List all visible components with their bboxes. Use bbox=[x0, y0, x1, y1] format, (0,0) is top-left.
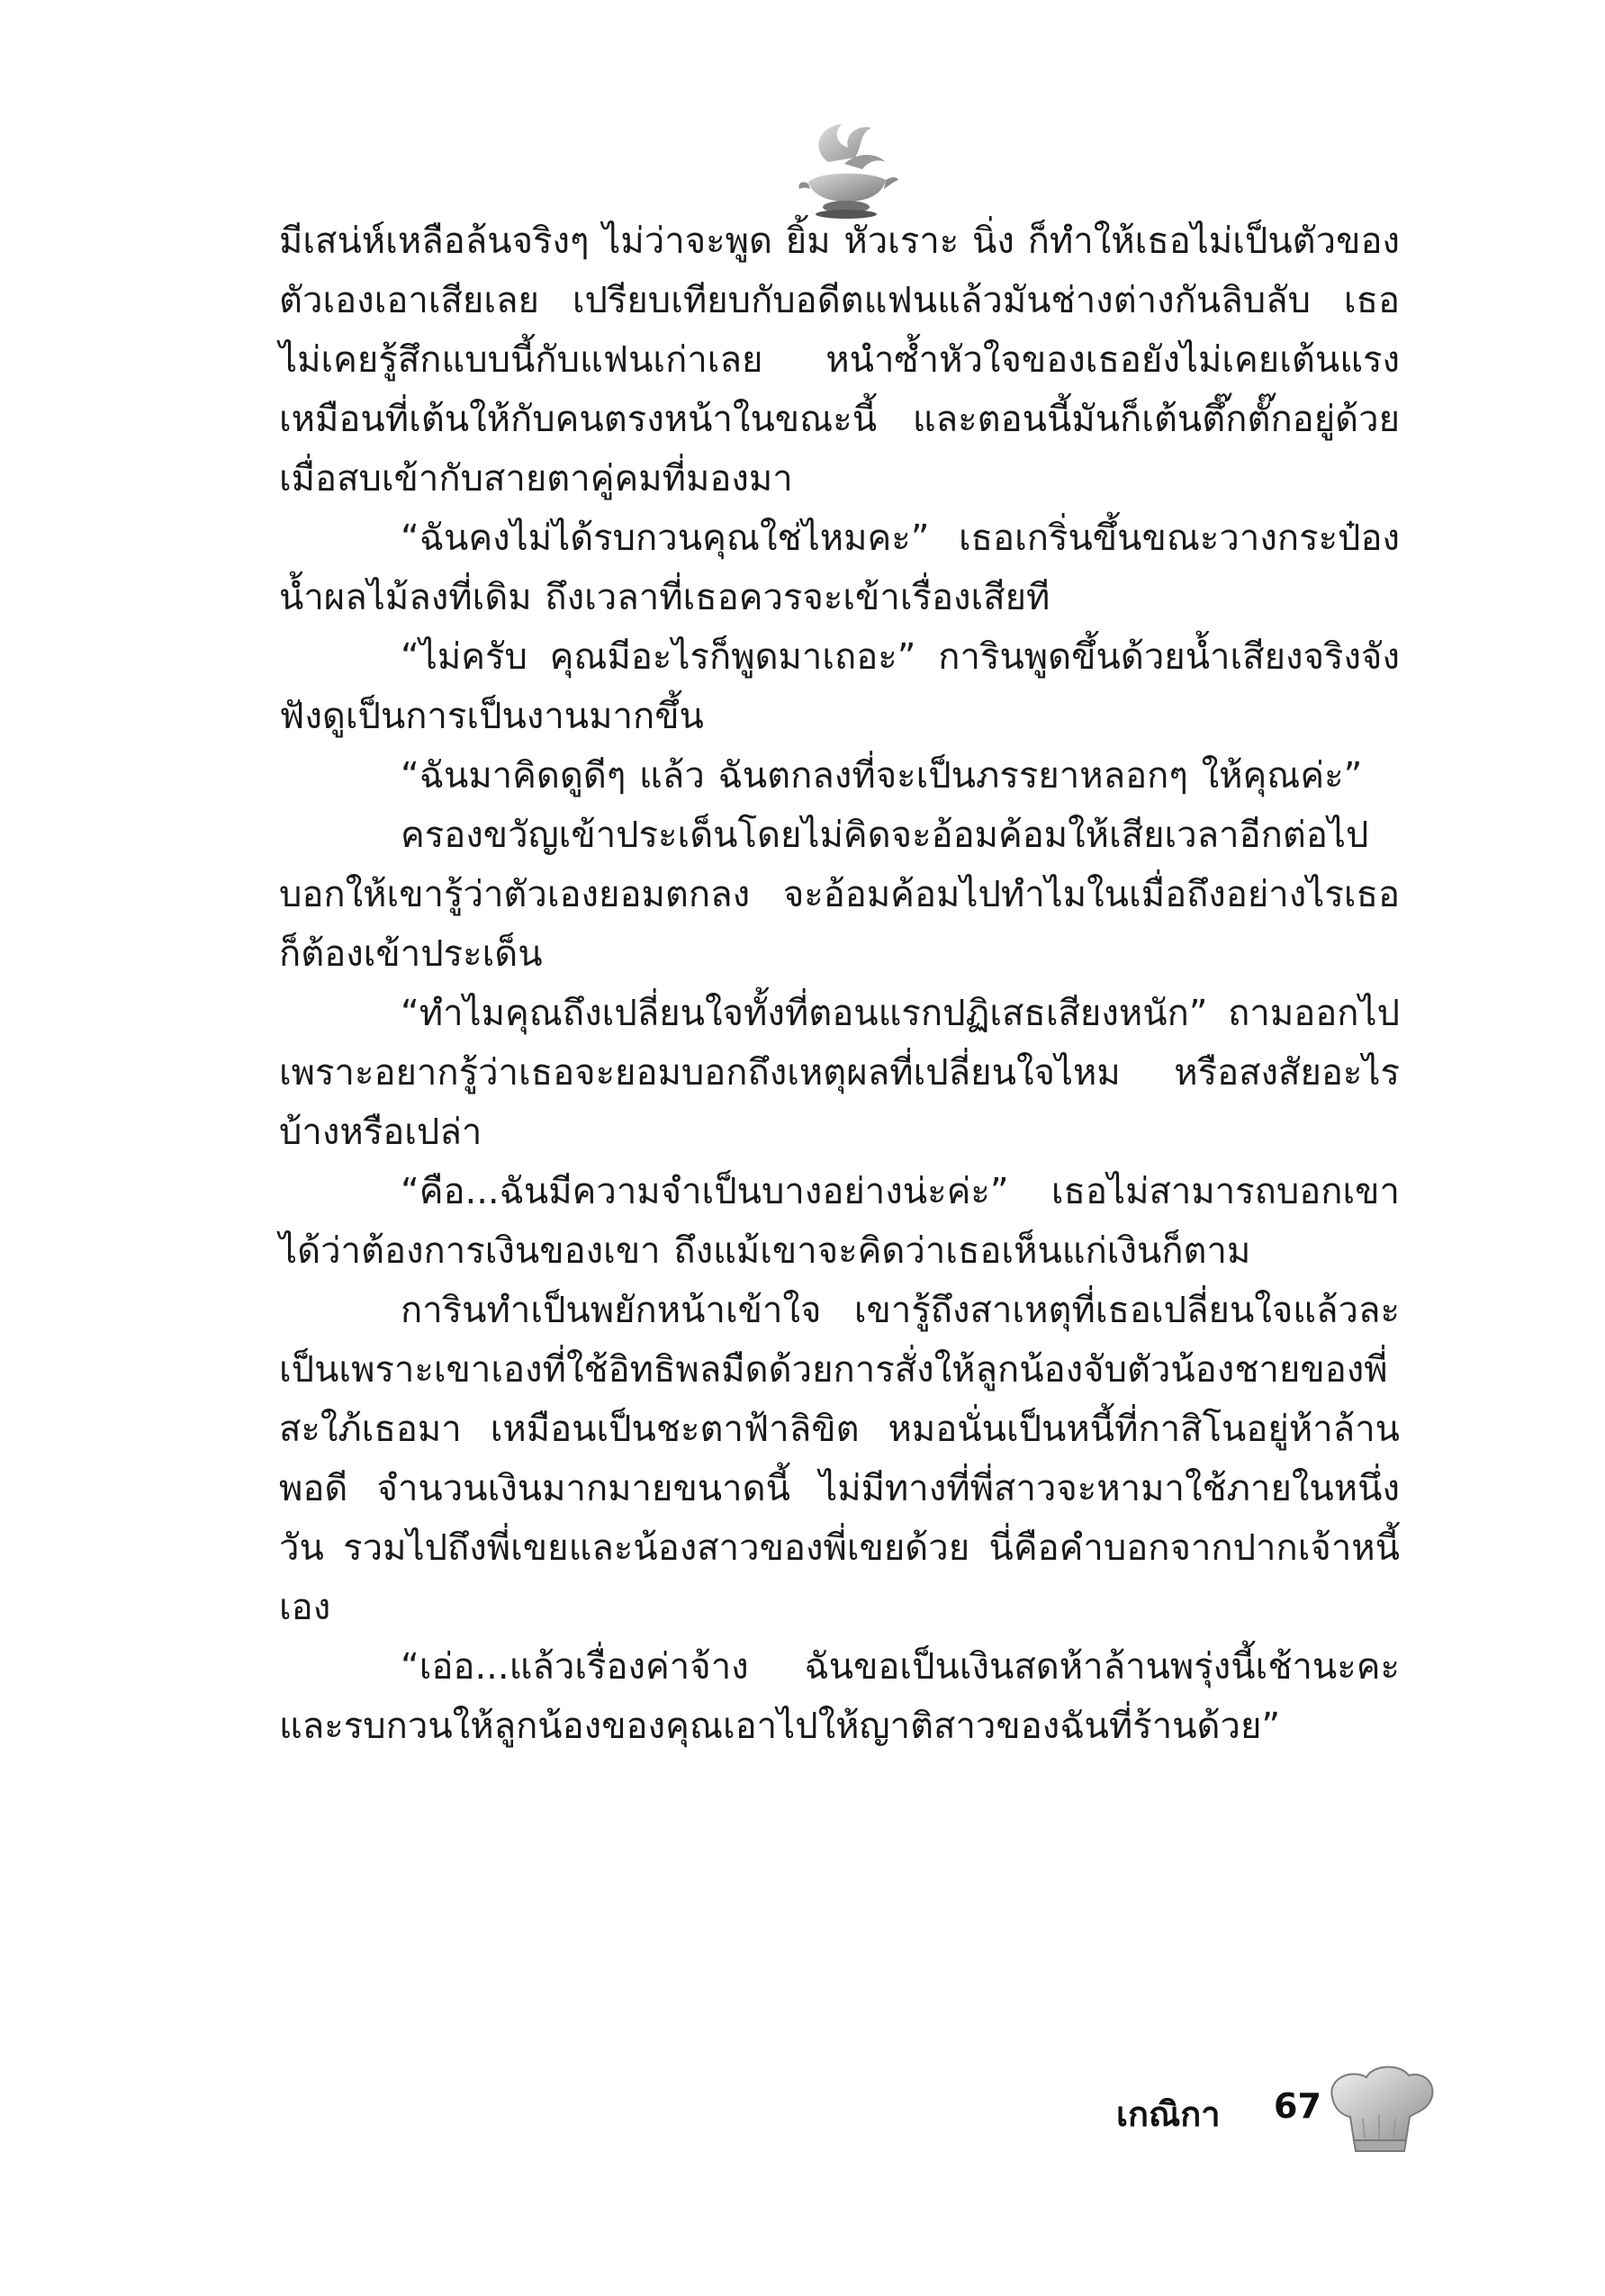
paragraph: “ทำไมคุณถึงเปลี่ยนใจทั้งที่ตอนแรกปฏิเสธเสียงหนัก” ถามออกไปเพราะอยากรู้ว่าเธอจะยอมบอกถึงเหตุผลที่เปลี่ยนใจไหม หรือสงสัยอะไรบ้างหรือเปล่า bbox=[279, 993, 1400, 1153]
paragraph: “ฉันมาคิดดูดีๆ แล้ว ฉันตกลงที่จะเป็นภรรยาหลอกๆ ให้คุณค่ะ” bbox=[401, 755, 1363, 797]
paragraph: “ฉันคงไม่ได้รบกวนคุณใช่ไหมคะ” เธอเกริ่นขึ้นขณะวางกระป๋องน้ำผลไม้ลงที่เดิม ถึงเวลาที่เธอควรจะเข้าเรื่องเสียที bbox=[279, 518, 1400, 618]
paragraph: “เอ่อ...แล้วเรื่องค่าจ้าง ฉันขอเป็นเงินสดห้าล้านพรุ่งนี้เช้านะคะ และรบกวนให้ลูกน้องของคุณเอาไปให้ญาติสาวของฉันที่ร้านด้วย” bbox=[279, 1646, 1400, 1747]
book-title: เกณิกา bbox=[1116, 2094, 1221, 2134]
page-number: 67 bbox=[1274, 2086, 1321, 2126]
paragraph: มีเสน่ห์เหลือล้นจริงๆ ไม่ว่าจะพูด ยิ้ม หัวเราะ นิ่ง ก็ทำให้เธอไม่เป็นตัวของตัวเองเอาเสียเลย เปรียบเทียบกับอดีตแฟนแล้วมันช่างต่างกันลิบลับ เธอไม่เคยรู้สึกแบบนี้กับแฟนเก่าเลย หนำซ้ำหัวใจของเธอยังไม่เคยเต้นแรงเหมือนที่เต้นให้กับคนตรงหน้าในขณะนี้ และตอนนี้มันก็เต้นตึ๊กตั๊กอยู่ด้วยเมื่อสบเข้ากับสายตาคู่คมที่มองมา bbox=[279, 221, 1400, 500]
teapot-genie-icon bbox=[792, 108, 900, 225]
paragraph: การินทำเป็นพยักหน้าเข้าใจ เขารู้ถึงสาเหตุที่เธอเปลี่ยนใจแล้วละ เป็นเพราะเขาเองที่ใช้อิทธิพลมืดด้วยการสั่งให้ลูกน้องจับตัวน้องชายของพี่สะใภ้เธอมา เหมือนเป็นชะตาฟ้าลิขิต หมอนั่นเป็นหนี้ที่กาสิโนอยู่ห้าล้านพอดี จำนวนเงินมากมายขนาดนี้ ไม่มีทางที่พี่สาวจะหามาใช้ภายในหนึ่งวัน รวมไปถึงพี่เขยและน้องสาวของพี่เขยด้วย นี่คือคำบอกจากปากเจ้าหนี้เอง bbox=[279, 1290, 1400, 1628]
paragraph: ครองขวัญเข้าประเด็นโดยไม่คิดจะอ้อมค้อมให้เสียเวลาอีกต่อไป บอกให้เขารู้ว่าตัวเองยอมตกลง จะอ้อมค้อมไปทำไมในเมื่อถึงอย่างไรเธอก็ต้องเข้าประเด็น bbox=[279, 815, 1400, 975]
paragraph: “คือ...ฉันมีความจำเป็นบางอย่างน่ะค่ะ” เธอไม่สามารถบอกเขาได้ว่าต้องการเงินของเขา ถึงแม้เขาจะคิดว่าเธอเห็นแก่เงินก็ตาม bbox=[279, 1171, 1400, 1272]
body-text bbox=[279, 212, 1400, 1756]
chef-hat-icon bbox=[1323, 2061, 1440, 2156]
page-footer bbox=[1116, 2061, 1458, 2160]
paragraph: “ไม่ครับ คุณมีอะไรก็พูดมาเถอะ” การินพูดขึ้นด้วยน้ำเสียงจริงจังฟังดูเป็นการเป็นงานมากขึ้น bbox=[279, 636, 1400, 737]
